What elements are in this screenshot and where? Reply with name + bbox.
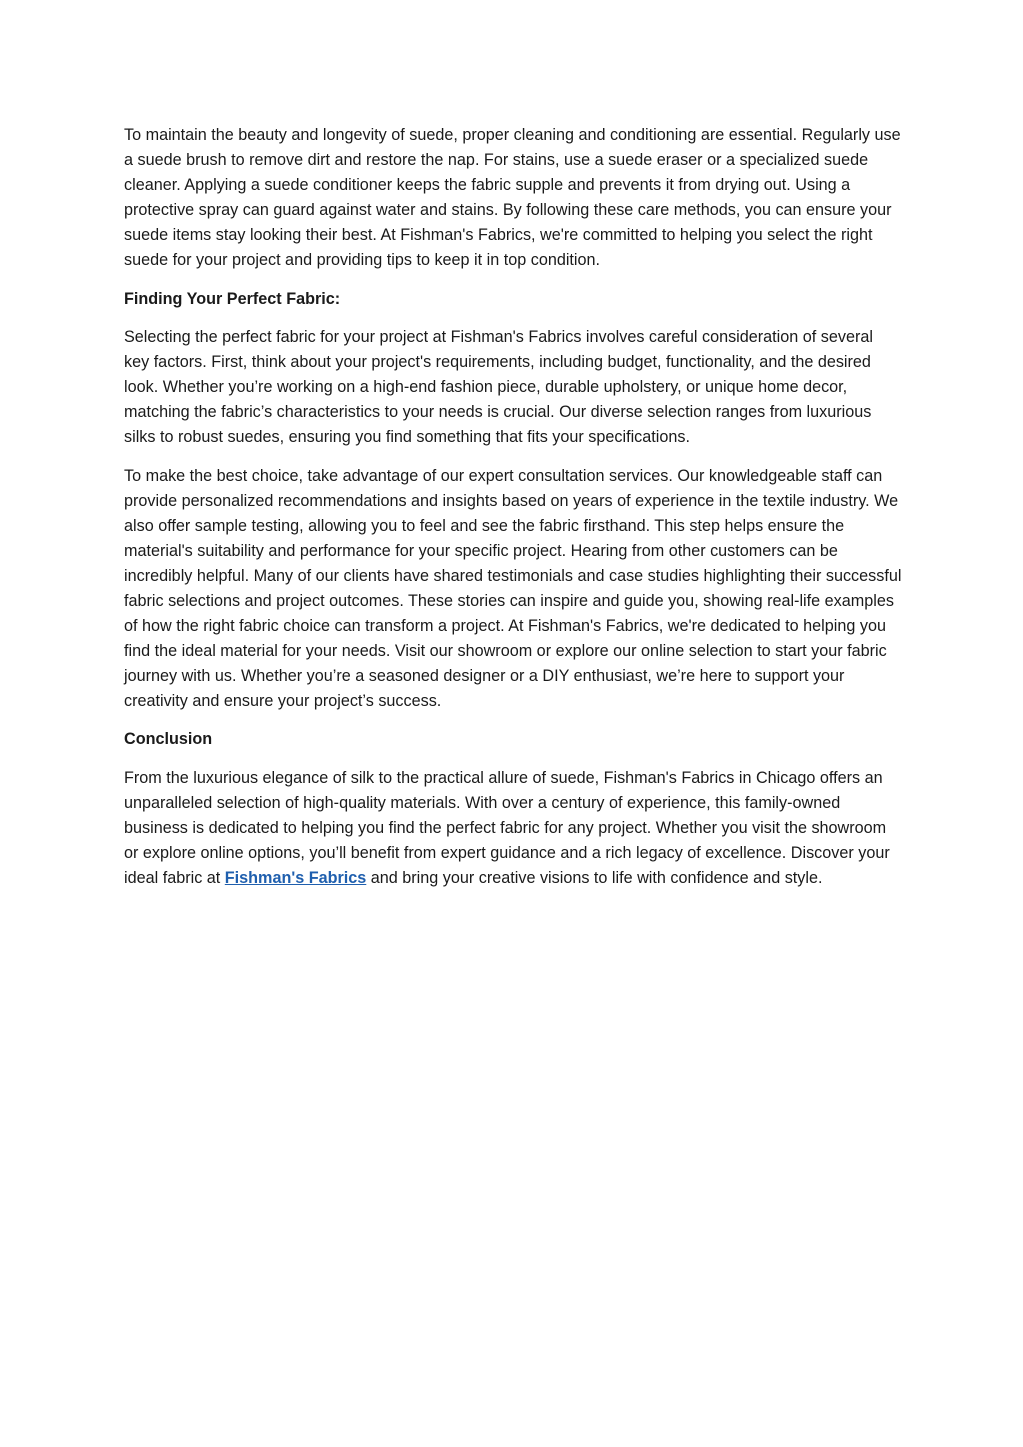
conclusion-text-before-link: From the luxurious elegance of silk to the practical allure of suede, Fishman's Fabrics in Chicago offers an unparalleled selection of high-quality materials. With over a century of experience, this family-owned business is dedicated to helping you find the perfect fabric for any project. Whether you visit the showroom or explore online options, you’ll benefit from expert guidance and a rich legacy of excellence. Discover your ideal fabric at xyxy=(124,768,890,887)
conclusion-paragraph xyxy=(124,766,902,891)
conclusion-text-after-link: and bring your creative visions to life with confidence and style. xyxy=(366,868,823,887)
conclusion-heading: Conclusion xyxy=(124,730,213,748)
fishmans-fabrics-link[interactable]: Fishman's Fabrics xyxy=(224,868,367,887)
finding-fabric-paragraph-1: Selecting the perfect fabric for your project at Fishman's Fabrics involves careful consideration of several key factors. First, think about your project's requirements, including budget, functionality, and the desired look. Whether you’re working on a high-end fashion piece, durable upholstery, or unique home decor, matching the fabric’s characteristics to your needs is crucial. Our diverse selection ranges from luxurious silks to robust suedes, ensuring you find something that fits your specifications. xyxy=(124,328,873,446)
finding-fabric-paragraph-2: To make the best choice, take advantage of our expert consultation services. Our knowledgeable staff can provide personalized recommendations and insights based on years of experience in the textile industry. We also offer sample testing, allowing you to feel and see the fabric firsthand. This step helps ensure the material's suitability and performance for your specific project. Hearing from other customers can be incredibly helpful. Many of our clients have shared testimonials and case studies highlighting their successful fabric selections and project outcomes. These stories can inspire and guide you, showing real-life examples of how the right fabric choice can transform a project. At Fishman's Fabrics, we're dedicated to helping you find the ideal material for your needs. Visit our showroom or explore our online selection to start your fabric journey with us. Whether you’re a seasoned designer or a DIY enthusiast, we’re here to support your creativity and ensure your project’s success. xyxy=(124,466,902,710)
intro-paragraph: To maintain the beauty and longevity of suede, proper cleaning and conditioning are essential. Regularly use a suede brush to remove dirt and restore the nap. For stains, use a suede eraser or a specialized suede cleaner. Applying a suede conditioner keeps the fabric supple and prevents it from drying out. Using a protective spray can guard against water and stains. By following these care methods, you can ensure your suede items stay looking their best. At Fishman's Fabrics, we're committed to helping you select the right suede for your project and providing tips to keep it in top condition. xyxy=(124,126,901,269)
document-body xyxy=(124,123,902,904)
finding-fabric-heading: Finding Your Perfect Fabric: xyxy=(124,289,341,308)
